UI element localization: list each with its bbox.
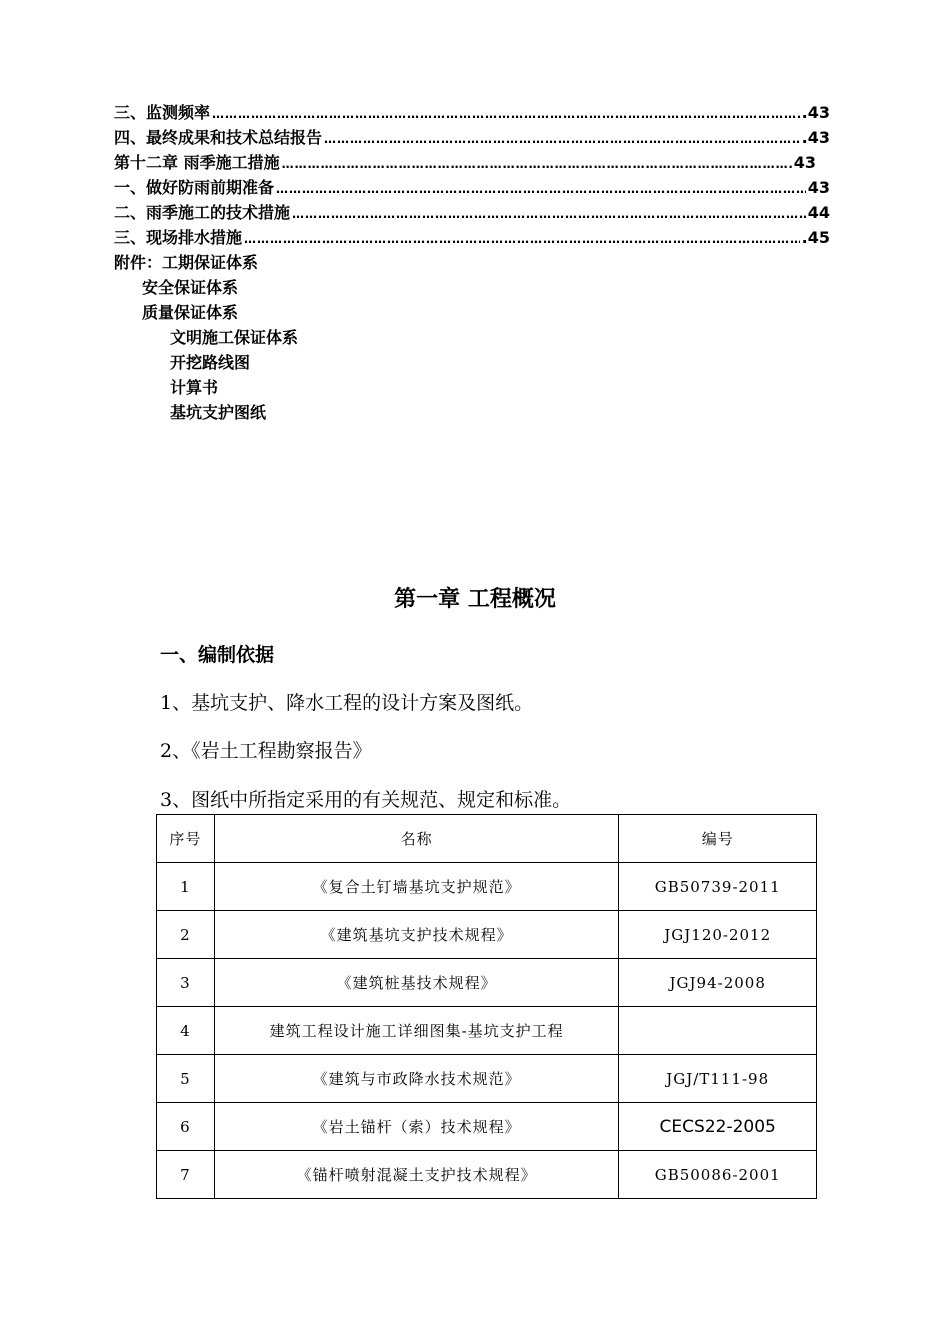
cell-code: CECS22-2005 (619, 1103, 817, 1151)
toc-entry-page: 43 (793, 153, 816, 172)
toc-entry-title: 一、做好防雨前期准备 (114, 178, 275, 197)
toc-leader-dots (324, 127, 800, 152)
toc-entry-page: .45 (801, 228, 830, 247)
toc-entry-page: 44 (807, 203, 830, 222)
toc-entry[interactable] (114, 175, 830, 200)
toc-leader-dots (292, 202, 806, 227)
toc-entry[interactable] (114, 125, 830, 150)
cell-number: 3 (157, 959, 215, 1007)
toc-entry-page: 43 (807, 178, 830, 197)
cell-name: 建筑工程设计施工详细图集-基坑支护工程 (214, 1007, 619, 1055)
header-number: 序号 (157, 815, 215, 863)
appendix-item: 开挖路线图 (170, 353, 251, 372)
toc-entry-page: .43 (801, 103, 830, 122)
chapter-title: 第一章 工程概况 (394, 587, 556, 612)
toc-entry-title: 三、现场排水措施 (114, 228, 243, 247)
section-heading: 一、编制依据 (160, 644, 275, 666)
cell-number: 4 (157, 1007, 215, 1055)
toc-entry-title: 三、监测频率 (114, 103, 211, 122)
toc-entry-title: 二、雨季施工的技术措施 (114, 203, 291, 222)
table-row (157, 1055, 817, 1103)
cell-code: JGJ120-2012 (619, 911, 817, 959)
paragraph: 2、《岩土工程勘察报告》 (160, 740, 372, 762)
appendix-item: 质量保证体系 (142, 303, 239, 322)
appendix-item: 文明施工保证体系 (170, 328, 299, 347)
toc-entry-title: 第十二章 雨季施工措施 (114, 153, 280, 172)
cell-number: 2 (157, 911, 215, 959)
appendix-item: 基坑支护图纸 (170, 403, 267, 422)
cell-name: 《复合土钉墙基坑支护规范》 (214, 863, 619, 911)
paragraph: 3、图纸中所指定采用的有关规范、规定和标准。 (160, 789, 572, 811)
header-code: 编号 (619, 815, 817, 863)
table-row (157, 959, 817, 1007)
table-row (157, 1151, 817, 1199)
cell-code: JGJ94-2008 (619, 959, 817, 1007)
toc-leader-dots (282, 152, 792, 177)
table-row (157, 1007, 817, 1055)
table-of-contents (114, 100, 830, 425)
paragraph: 1、基坑支护、降水工程的设计方案及图纸。 (160, 692, 534, 714)
header-name: 名称 (214, 815, 619, 863)
toc-entry-title: 四、最终成果和技术总结报告 (114, 128, 323, 147)
toc-leader-dots (276, 177, 806, 202)
cell-code: GB50739-2011 (619, 863, 817, 911)
toc-entry[interactable] (114, 225, 830, 250)
cell-name: 《锚杆喷射混凝土支护技术规程》 (214, 1151, 619, 1199)
cell-number: 6 (157, 1103, 215, 1151)
table-row (157, 1103, 817, 1151)
appendix-item: 计算书 (170, 378, 219, 397)
toc-entry[interactable] (114, 150, 816, 175)
table-header-row (157, 815, 817, 863)
toc-leader-dots (212, 102, 800, 127)
toc-entry[interactable] (114, 200, 830, 225)
cell-code: JGJ/T111-98 (619, 1055, 817, 1103)
cell-number: 5 (157, 1055, 215, 1103)
cell-number: 7 (157, 1151, 215, 1199)
cell-name: 《建筑桩基技术规程》 (214, 959, 619, 1007)
cell-code (619, 1007, 817, 1055)
cell-name: 《岩土锚杆（索）技术规程》 (214, 1103, 619, 1151)
cell-code: GB50086-2001 (619, 1151, 817, 1199)
table-row (157, 863, 817, 911)
toc-leader-dots (244, 227, 800, 252)
cell-number: 1 (157, 863, 215, 911)
cell-name: 《建筑基坑支护技术规程》 (214, 911, 619, 959)
toc-entry[interactable] (114, 100, 830, 125)
table-row (157, 911, 817, 959)
standards-table (156, 814, 817, 1199)
cell-name: 《建筑与市政降水技术规范》 (214, 1055, 619, 1103)
toc-entry-page: .43 (801, 128, 830, 147)
appendix-label: 附件：工期保证体系 (114, 253, 259, 272)
appendix-item: 安全保证体系 (142, 278, 239, 297)
